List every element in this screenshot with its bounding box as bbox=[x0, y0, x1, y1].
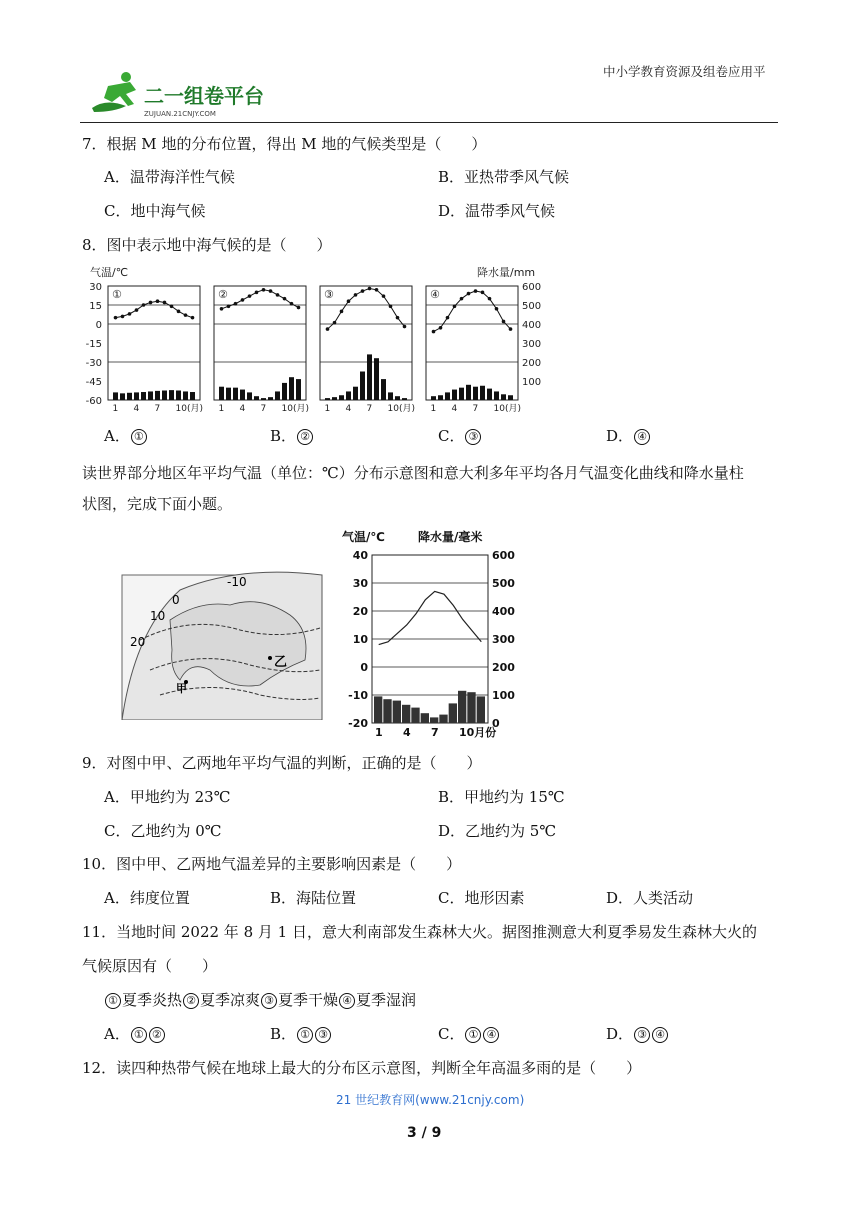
left-tick-label: -60 bbox=[85, 396, 102, 407]
q7-option-c[interactable]: C．地中海气候 bbox=[104, 202, 206, 220]
precip-bar bbox=[487, 389, 492, 400]
precip-bar bbox=[113, 392, 118, 400]
precip-bar bbox=[176, 391, 181, 401]
precip-bar bbox=[459, 388, 464, 400]
precip-bar bbox=[473, 387, 478, 400]
temp-line bbox=[328, 289, 405, 330]
temp-point bbox=[135, 308, 139, 312]
italy-right-tick: 600 bbox=[492, 549, 515, 562]
x-tick-label: 4 bbox=[345, 404, 352, 414]
circled-2: ② bbox=[297, 429, 313, 445]
x-tick-label: 7 bbox=[472, 404, 479, 414]
header-right-text: 中小学教育资源及组卷应用平 bbox=[603, 64, 766, 79]
italy-precip-bar bbox=[458, 691, 466, 723]
q11-option-a[interactable]: A． ① ② bbox=[104, 1023, 166, 1044]
precip-bar bbox=[282, 383, 287, 400]
italy-left-label: 气温/℃ bbox=[342, 530, 385, 544]
precip-bar bbox=[289, 377, 294, 400]
page-number: 3 / 9 bbox=[407, 1125, 442, 1141]
precip-bar bbox=[346, 391, 351, 400]
temp-point bbox=[121, 315, 125, 319]
italy-right-tick: 500 bbox=[492, 577, 515, 590]
q11-stem-line1: 11．当地时间 2022 年 8 月 1 日，意大利南部发生森林大火。据图推测意大利夏季易发生森林大火的 bbox=[82, 923, 757, 941]
temp-point bbox=[361, 289, 365, 293]
italy-left-tick: -20 bbox=[348, 717, 368, 730]
italy-right-tick: 0 bbox=[492, 717, 500, 730]
temp-point bbox=[502, 320, 506, 324]
right-tick-label: 600 bbox=[522, 282, 542, 293]
precip-bar bbox=[141, 392, 146, 400]
temp-point bbox=[403, 325, 407, 329]
temp-point bbox=[446, 316, 450, 320]
map-label-m10: -10 bbox=[227, 575, 247, 589]
intro-line1: 读世界部分地区年平均气温（单位：℃）分布示意图和意大利多年平均各月气温变化曲线和降水量柱 bbox=[82, 464, 744, 482]
italy-right-tick: 400 bbox=[492, 605, 515, 618]
q7-option-b[interactable]: B．亚热带季风气候 bbox=[438, 168, 570, 186]
italy-precip-bar bbox=[411, 708, 419, 723]
precip-bar bbox=[466, 385, 471, 400]
precip-bar bbox=[190, 392, 195, 400]
precip-bar bbox=[438, 395, 443, 400]
temp-point bbox=[460, 297, 464, 301]
precip-bar bbox=[508, 395, 513, 400]
italy-precip-bar bbox=[430, 717, 438, 723]
precip-bar bbox=[226, 388, 231, 400]
precip-bar bbox=[431, 396, 436, 400]
circled-1: ① bbox=[131, 429, 147, 445]
temp-point bbox=[333, 321, 337, 325]
precip-bar bbox=[381, 379, 386, 400]
italy-left-tick: 20 bbox=[352, 605, 368, 618]
precip-bar bbox=[501, 394, 506, 400]
italy-precip-bar bbox=[467, 692, 475, 723]
italy-right-tick: 200 bbox=[492, 661, 515, 674]
x-tick-label: 10(月) bbox=[175, 404, 203, 414]
italy-precip-bar bbox=[383, 699, 391, 723]
left-tick-label: 30 bbox=[89, 282, 102, 293]
climate-charts-four bbox=[82, 264, 552, 414]
temp-point bbox=[509, 327, 513, 331]
temp-point bbox=[297, 306, 301, 310]
italy-left-tick: 10 bbox=[352, 633, 368, 646]
q10-option-b[interactable]: B．海陆位置 bbox=[270, 889, 357, 907]
logo-text: 二一组卷平台 bbox=[144, 84, 264, 108]
temp-point bbox=[234, 302, 238, 306]
q8-option-d[interactable]: D． ④ bbox=[606, 425, 651, 446]
italy-right-label: 降水量/毫米 bbox=[418, 530, 483, 544]
temp-point bbox=[269, 289, 273, 293]
panel-frame bbox=[320, 286, 412, 400]
italy-precip-bar bbox=[374, 696, 382, 723]
italy-climate-chart bbox=[338, 525, 528, 740]
italy-left-tick: 30 bbox=[352, 577, 368, 590]
temp-point bbox=[283, 297, 287, 301]
x-tick-label: 10(月) bbox=[281, 404, 309, 414]
precip-bar bbox=[233, 388, 238, 400]
q8-option-c[interactable]: C． ③ bbox=[438, 425, 482, 446]
logo-sub: ZUJUAN.21CNJY.COM bbox=[144, 110, 216, 118]
x-tick-label: 7 bbox=[260, 404, 267, 414]
map-label-20: 20 bbox=[130, 635, 146, 649]
x-tick-label: 1 bbox=[112, 404, 119, 414]
right-tick-label: 500 bbox=[522, 301, 542, 312]
temp-line bbox=[116, 301, 193, 317]
q7-stem: 7．根据 M 地的分布位置，得出 M 地的气候类型是（ ） bbox=[82, 135, 487, 153]
map-label-yi: 乙 bbox=[274, 655, 288, 670]
temp-point bbox=[156, 299, 160, 303]
italy-precip-bar bbox=[421, 713, 429, 723]
left-tick-label: -45 bbox=[85, 377, 102, 388]
temp-point bbox=[481, 291, 485, 295]
temp-point bbox=[255, 291, 259, 295]
precip-bar bbox=[325, 398, 330, 400]
x-tick-label: 10(月) bbox=[387, 404, 415, 414]
precip-bar bbox=[254, 396, 259, 400]
temp-point bbox=[170, 304, 174, 308]
temp-point bbox=[382, 294, 386, 298]
precip-bar bbox=[395, 396, 400, 400]
italy-left-tick: 40 bbox=[352, 549, 368, 562]
q8-option-b[interactable]: B． ② bbox=[270, 425, 314, 446]
x-tick-label: 1 bbox=[324, 404, 331, 414]
four-chart-right-label: 降水量/mm bbox=[477, 266, 536, 279]
italy-left-tick: 0 bbox=[360, 661, 368, 674]
q11-option-c[interactable]: C． ① ④ bbox=[438, 1023, 500, 1044]
world-temperature-map bbox=[110, 520, 330, 720]
precip-bar bbox=[183, 391, 188, 400]
q9-option-d[interactable]: D．乙地约为 5℃ bbox=[438, 822, 557, 840]
x-tick-label: 4 bbox=[133, 404, 140, 414]
circled-4: ④ bbox=[634, 429, 650, 445]
temp-point bbox=[290, 302, 294, 306]
temp-point bbox=[241, 298, 245, 302]
q8-option-a[interactable]: A． ① bbox=[104, 425, 148, 446]
italy-left-tick: -10 bbox=[348, 689, 368, 702]
left-tick-label: 0 bbox=[95, 320, 102, 331]
precip-bar bbox=[452, 390, 457, 400]
temp-point bbox=[368, 287, 372, 291]
temp-point bbox=[453, 304, 457, 308]
temp-point bbox=[163, 301, 167, 305]
temp-line bbox=[222, 290, 299, 309]
temp-point bbox=[262, 288, 266, 292]
q9-option-c[interactable]: C．乙地约为 0℃ bbox=[104, 822, 222, 840]
map-label-jia: 甲 bbox=[176, 682, 187, 695]
panel-label: ② bbox=[218, 288, 228, 301]
x-tick-label: 10(月) bbox=[493, 404, 521, 414]
circled-3: ③ bbox=[465, 429, 481, 445]
q9-stem: 9．对图中甲、乙两地年平均气温的判断，正确的是（ ） bbox=[82, 754, 482, 772]
q9-option-b[interactable]: B．甲地约为 15℃ bbox=[438, 788, 565, 806]
q8-stem: 8．图中表示地中海气候的是（ ） bbox=[82, 236, 332, 254]
temp-point bbox=[474, 289, 478, 293]
q11-option-d[interactable]: D． ③ ④ bbox=[606, 1023, 669, 1044]
precip-bar bbox=[332, 397, 337, 400]
header-rule bbox=[80, 122, 778, 123]
four-chart-left-label: 气温/℃ bbox=[90, 266, 129, 279]
precip-bar bbox=[388, 392, 393, 400]
precip-bar bbox=[148, 391, 153, 400]
italy-precip-bar bbox=[402, 705, 410, 723]
q10-option-d[interactable]: D．人类活动 bbox=[606, 889, 694, 907]
temp-point bbox=[326, 327, 330, 331]
temp-point bbox=[248, 294, 252, 298]
precip-bar bbox=[445, 392, 450, 400]
precip-bar bbox=[247, 392, 252, 400]
precip-bar bbox=[480, 386, 485, 400]
precip-bar bbox=[134, 392, 139, 400]
italy-right-tick: 100 bbox=[492, 689, 515, 702]
left-tick-label: -15 bbox=[85, 339, 102, 350]
q7-option-d[interactable]: D．温带季风气候 bbox=[438, 202, 556, 220]
panel-label: ③ bbox=[324, 288, 334, 301]
temp-point bbox=[439, 326, 443, 330]
q7-option-a[interactable]: A．温带海洋性气候 bbox=[104, 168, 235, 186]
platform-logo bbox=[86, 68, 286, 120]
q10-option-a[interactable]: A．纬度位置 bbox=[104, 889, 190, 907]
left-tick-label: 15 bbox=[89, 301, 102, 312]
temp-line bbox=[434, 291, 511, 332]
italy-x-tick: 4 bbox=[403, 726, 411, 739]
q12-stem: 12．读四种热带气候在地球上最大的分布区示意图，判断全年高温多雨的是（ ） bbox=[82, 1059, 642, 1077]
precip-bar bbox=[367, 354, 372, 400]
panel-frame bbox=[426, 286, 518, 400]
temp-point bbox=[347, 299, 351, 303]
q11-statements: ① 夏季炎热 ② 夏季凉爽 ③ 夏季干燥 ④ 夏季湿润 bbox=[104, 989, 416, 1010]
precip-bar bbox=[275, 391, 280, 400]
map-label-0: 0 bbox=[172, 593, 180, 607]
q11-stem-line2: 气候原因有（ ） bbox=[82, 957, 218, 975]
precip-bar bbox=[339, 395, 344, 400]
precip-bar bbox=[219, 387, 224, 400]
x-tick-label: 1 bbox=[218, 404, 225, 414]
italy-precip-bar bbox=[439, 715, 447, 723]
precip-bar bbox=[155, 391, 160, 400]
x-tick-label: 7 bbox=[154, 404, 161, 414]
precip-bar bbox=[120, 393, 125, 400]
temp-point bbox=[114, 316, 118, 320]
italy-x-tick: 1 bbox=[375, 726, 383, 739]
temp-point bbox=[227, 304, 231, 308]
temp-point bbox=[375, 288, 379, 292]
precip-bar bbox=[402, 398, 407, 400]
temp-point bbox=[389, 304, 393, 308]
temp-point bbox=[220, 307, 224, 311]
right-tick-label: 300 bbox=[522, 339, 542, 350]
temp-point bbox=[184, 313, 188, 317]
left-tick-label: -30 bbox=[85, 358, 102, 369]
italy-precip-bar bbox=[393, 701, 401, 723]
italy-temp-line bbox=[379, 591, 482, 644]
temp-point bbox=[488, 297, 492, 301]
right-tick-label: 200 bbox=[522, 358, 542, 369]
italy-x-tick: 10月份 bbox=[459, 726, 497, 739]
footer-link[interactable]: 21 世纪教育网(www.21cnjy.com) bbox=[336, 1093, 525, 1107]
temp-point bbox=[149, 301, 153, 305]
panel-label: ① bbox=[112, 288, 122, 301]
q11-option-b[interactable]: B． ① ③ bbox=[270, 1023, 332, 1044]
precip-bar bbox=[240, 390, 245, 400]
map-label-10: 10 bbox=[150, 609, 166, 623]
x-tick-label: 1 bbox=[430, 404, 437, 414]
italy-x-tick: 7 bbox=[431, 726, 439, 739]
italy-precip-bar bbox=[449, 703, 457, 723]
panel-label: ④ bbox=[430, 288, 440, 301]
temp-point bbox=[276, 293, 280, 297]
runner-icon bbox=[92, 72, 136, 112]
temp-point bbox=[354, 293, 358, 297]
temp-point bbox=[128, 312, 132, 316]
precip-bar bbox=[296, 379, 301, 400]
precip-bar bbox=[360, 372, 365, 401]
precip-bar bbox=[374, 358, 379, 400]
precip-bar bbox=[268, 397, 273, 400]
precip-bar bbox=[162, 391, 167, 401]
temp-point bbox=[495, 307, 499, 311]
temp-point bbox=[142, 303, 146, 307]
x-tick-label: 4 bbox=[239, 404, 246, 414]
x-tick-label: 4 bbox=[451, 404, 458, 414]
right-tick-label: 100 bbox=[522, 377, 542, 388]
intro-line2: 状图，完成下面小题。 bbox=[82, 495, 233, 513]
panel-frame bbox=[108, 286, 200, 400]
precip-bar bbox=[494, 391, 499, 400]
precip-bar bbox=[261, 398, 266, 400]
temp-point bbox=[396, 316, 400, 320]
right-tick-label: 400 bbox=[522, 320, 542, 331]
q9-option-a[interactable]: A．甲地约为 23℃ bbox=[104, 788, 231, 806]
italy-precip-bar bbox=[477, 696, 485, 723]
temp-point bbox=[467, 292, 471, 296]
x-tick-label: 7 bbox=[366, 404, 373, 414]
precip-bar bbox=[127, 393, 132, 400]
q10-stem: 10．图中甲、乙两地气温差异的主要影响因素是（ ） bbox=[82, 855, 462, 873]
temp-point bbox=[191, 316, 195, 320]
precip-bar bbox=[169, 390, 174, 400]
italy-right-tick: 300 bbox=[492, 633, 515, 646]
temp-point bbox=[340, 310, 344, 314]
q10-option-c[interactable]: C．地形因素 bbox=[438, 889, 525, 907]
temp-point bbox=[177, 310, 181, 314]
temp-point bbox=[432, 330, 436, 334]
precip-bar bbox=[353, 387, 358, 400]
